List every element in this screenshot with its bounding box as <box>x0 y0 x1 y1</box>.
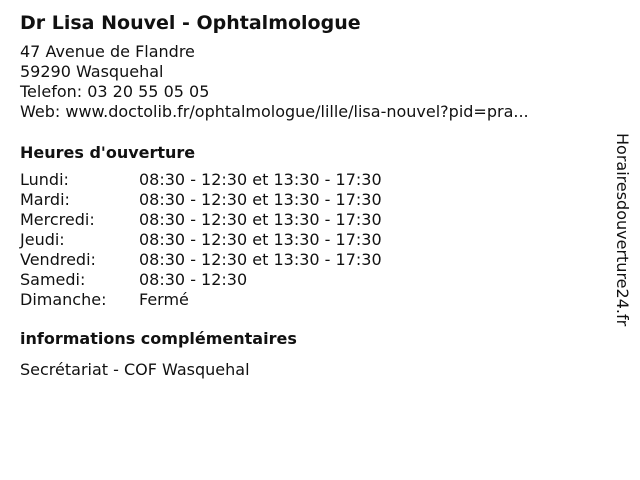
site-watermark: Horairesdouverture24.fr <box>613 133 632 327</box>
hours-row-friday <box>20 250 610 270</box>
hours-heading: Heures d'ouverture <box>20 143 196 162</box>
day-label: Dimanche: <box>20 290 107 309</box>
day-label: Vendredi: <box>20 250 96 269</box>
address-line-city: 59290 Wasquehal <box>20 62 164 81</box>
hours-row-monday <box>20 170 610 190</box>
day-label: Mercredi: <box>20 210 95 229</box>
time-value: 08:30 - 12:30 et 13:30 - 17:30 <box>139 230 382 249</box>
time-value: 08:30 - 12:30 et 13:30 - 17:30 <box>139 250 382 269</box>
hours-row-wednesday <box>20 210 610 230</box>
address-line-street: 47 Avenue de Flandre <box>20 42 195 61</box>
time-value: Fermé <box>139 290 189 309</box>
hours-row-thursday <box>20 230 610 250</box>
hours-row-sunday <box>20 290 610 310</box>
time-value: 08:30 - 12:30 et 13:30 - 17:30 <box>139 210 382 229</box>
day-label: Mardi: <box>20 190 70 209</box>
time-value: 08:30 - 12:30 <box>139 270 248 289</box>
contact-block <box>20 42 610 122</box>
hours-row-saturday <box>20 270 610 290</box>
additional-info-heading: informations complémentaires <box>20 329 297 348</box>
business-card <box>20 10 610 380</box>
day-label: Lundi: <box>20 170 69 189</box>
opening-hours-table <box>20 170 610 310</box>
website-link[interactable]: Web: www.doctolib.fr/ophtalmologue/lille/lisa-nouvel?pid=pra... <box>20 102 529 121</box>
time-value: 08:30 - 12:30 et 13:30 - 17:30 <box>139 190 382 209</box>
time-value: 08:30 - 12:30 et 13:30 - 17:30 <box>139 170 382 189</box>
additional-info-text: Secrétariat - COF Wasquehal <box>20 360 250 379</box>
day-label: Samedi: <box>20 270 86 289</box>
phone-number: Telefon: 03 20 55 05 05 <box>20 82 210 101</box>
page-title: Dr Lisa Nouvel - Ophtalmologue <box>20 12 361 34</box>
hours-row-tuesday <box>20 190 610 210</box>
day-label: Jeudi: <box>20 230 65 249</box>
